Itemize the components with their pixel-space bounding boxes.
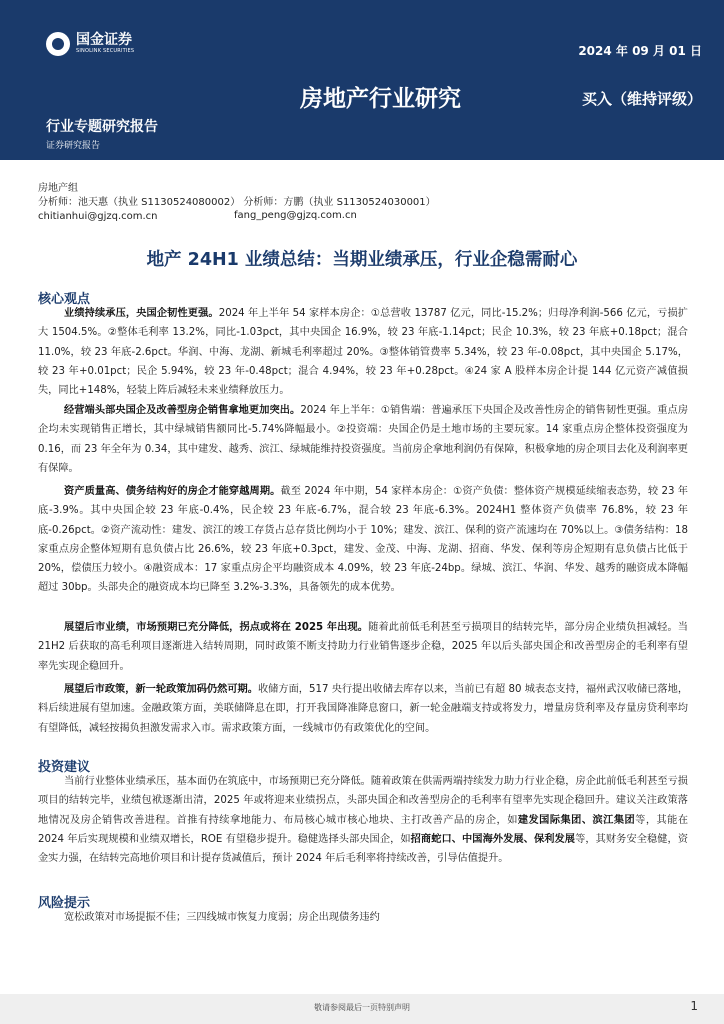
logo-en: SINOLINK SECURITIES [76,48,135,54]
p6-pre: 当前行业整体业绩承压，基本面仍在筑底中，市场预期已充分降低。随着政策在供需两端持续发力助力行业企稳，房企此前低毛利甚至亏损项目的结转完毕，业绩包袱逐渐出清，2025 年或将迎来业绩拐点，头部央国企和改善型房企的毛利率有望率先实现企稳回升。建议关注政策落地情况及房企销售改善进程。首推有持续拿地能力、布局核心城市核心地块、主打改善产品的房企，如 [38,776,688,826]
analyst-email-2[interactable]: fang_peng@gjzq.com.cn [234,210,357,221]
report-type: 行业专题研究报告 [46,119,158,135]
p1-text: 2024 年上半年 54 家样本房企：①总营收 13787 亿元，同比-15.2%；归母净利润-566 亿元，亏损扩大 1504.5%。②整体毛利率 13.2%，同比-1.03pct，其中央国企 16.9%，较 23 年底-1.14pct；民企 10.3%，较 23 年底+0.18pct；混合 11.0%，较 23 年底-2.6pct。华润、中海、龙湖、新城毛利率超过 20%。③整体销管费率 5.34%，较 23 年-0.08pct，其中央国企 5.17%，较 23 年+0.01pct；民企 5.94%，较 23 年-0.48pct；混合 4.94%，较 23 年+0.28pct。④24 家 A 股样本房企计提 144 亿元资产减值损失，同比+148%，轻装上阵后减轻未来业绩释放压力。 [38,308,688,397]
p3-text: 截至 2024 年中期，54 家样本房企：①资产负债：整体资产规模延续缩表态势，较 23 年底-3.9%。其中央国企较 23 年底-0.4%，民企较 23 年底-6.7%，混合较 23 年底-6.3%。2024H1 整体资产负债率 76.8%，较 23 年底-0.26pct。②资产流动性：建发、滨江的竣工存货占总存货比例均小于 10%；建发、滨江、保利的资产流速均在 70%以上。③债务结构：18 家重点房企整体短期有息负债占比 26.6%，较 23 年底+0.3pct，建发、金茂、中海、龙湖、招商、华发、保利等房企短期有息负债占比低于 20%，偿债压力较小。④融资成本：17 家重点房企平均融资成本 4.09%，较 23 年底-24bp。绿城、滨江、华润、华发、越秀的融资成本降幅超过 30bp。头部央企的融资成本均已降至 3.2%-3.3%，具备领先的成本优势。 [38,486,688,594]
footer-disclaimer: 敬请参阅最后一页特别声明 [314,1003,410,1012]
section-core-views: 核心观点 [38,292,91,307]
p6-bold-1: 建发国际集团、滨江集团 [517,814,636,826]
report-subtitle: 证券研究报告 [46,141,101,151]
paragraph-3 [38,482,688,598]
report-header [0,0,724,160]
main-title: 地产 24H1 业绩总结：当期业绩承压，行业企稳需耐心 [146,250,578,270]
section-risk: 风险提示 [38,896,91,911]
p6-post: 等，其财务安全稳健，资金实力强，在结转完高地价项目和计提存货减值后，预计 2024 年后毛利率将持续改善，引导估值提升。 [38,833,689,865]
report-date: 2024 年 09 月 01 日 [578,44,702,58]
p6-bold-2: 招商蛇口、中国海外发展、保利发展 [410,833,576,845]
rating: 买入（维持评级） [581,90,702,108]
paragraph-5 [38,680,688,738]
p5-text: 收储方面，517 央行提出收储去库存以来，当前已有超 80 城表态支持，福州武汉收储已落地，料后续进展有望加速。金融政策方面，美联储降息在即，打开我国降准降息窗口，新一轮金融端支持或将发力，增量房贷利率及存量房贷利率均有望降低，减轻按揭负担激发需求入市。需求政策方面，一线城市仍有政策优化的空间。 [38,684,689,734]
analyst-email-1[interactable]: chitianhui@gjzq.com.cn [38,211,158,222]
paragraph-1 [38,304,688,400]
logo-icon [46,32,70,56]
p6-mid: 等，其能在 2024 年后实现规模和业绩双增长，ROE 有望稳步提升。稳健选择头部央国企，如 [38,814,689,845]
company-logo [46,32,134,56]
paragraph-6 [38,772,688,868]
p4-bold: 展望后市业绩，市场预期已充分降低，拐点或将在 2025 年出现。 [64,622,369,633]
paragraph-7: 宽松政策对市场提振不佳；三四线城市恢复力度弱；房企出现债务违约 [64,912,380,923]
p3-bold: 资产质量高、债务结构好的房企才能穿越周期。 [64,486,281,497]
logo-cn: 国金证券 [76,32,132,48]
section-investment-advice: 投资建议 [38,760,91,775]
p1-bold: 业绩持续承压，央国企韧性更强。 [64,308,219,319]
p2-text: 2024 年上半年：①销售端：普遍承压下央国企及改善性房企的销售韧性更强。重点房企均未实现销售正增长，其中绿城销售额同比-5.74%降幅最小。②投资端：央国企仍是土地市场的主要玩家。14 家重点房企整体投资强度为 0.16，而 23 年全年为 0.34，其中建发、越秀、滨江、绿城能维持投资强度。当前房企拿地利润仍有保障，积极拿地的房企项目去化及利润率更有保障。 [38,405,689,474]
analyst-line: 分析师：池天惠（执业 S1130524080002） 分析师：方鹏（执业 S1130524030001） [38,197,436,208]
report-title: 房地产行业研究 [300,86,461,112]
p2-bold: 经营端头部央国企及改善型房企销售拿地更加突出。 [64,405,301,416]
p4-text: 随着此前低毛利甚至亏损项目的结转完毕，部分房企业绩负担减轻。当 21H2 后获取的高毛利项目逐渐进入结转周期，同时政策不断支持助力行业销售逐步企稳，2025 年以后头部央国企和改善型房企的毛利率有望率先实现企稳回升。 [38,622,688,672]
paragraph-2 [38,401,688,478]
page-number: 1 [690,999,698,1013]
p5-bold: 展望后市政策，新一轮政策加码仍然可期。 [64,684,258,695]
group-name: 房地产组 [38,183,78,194]
paragraph-4 [38,618,688,676]
